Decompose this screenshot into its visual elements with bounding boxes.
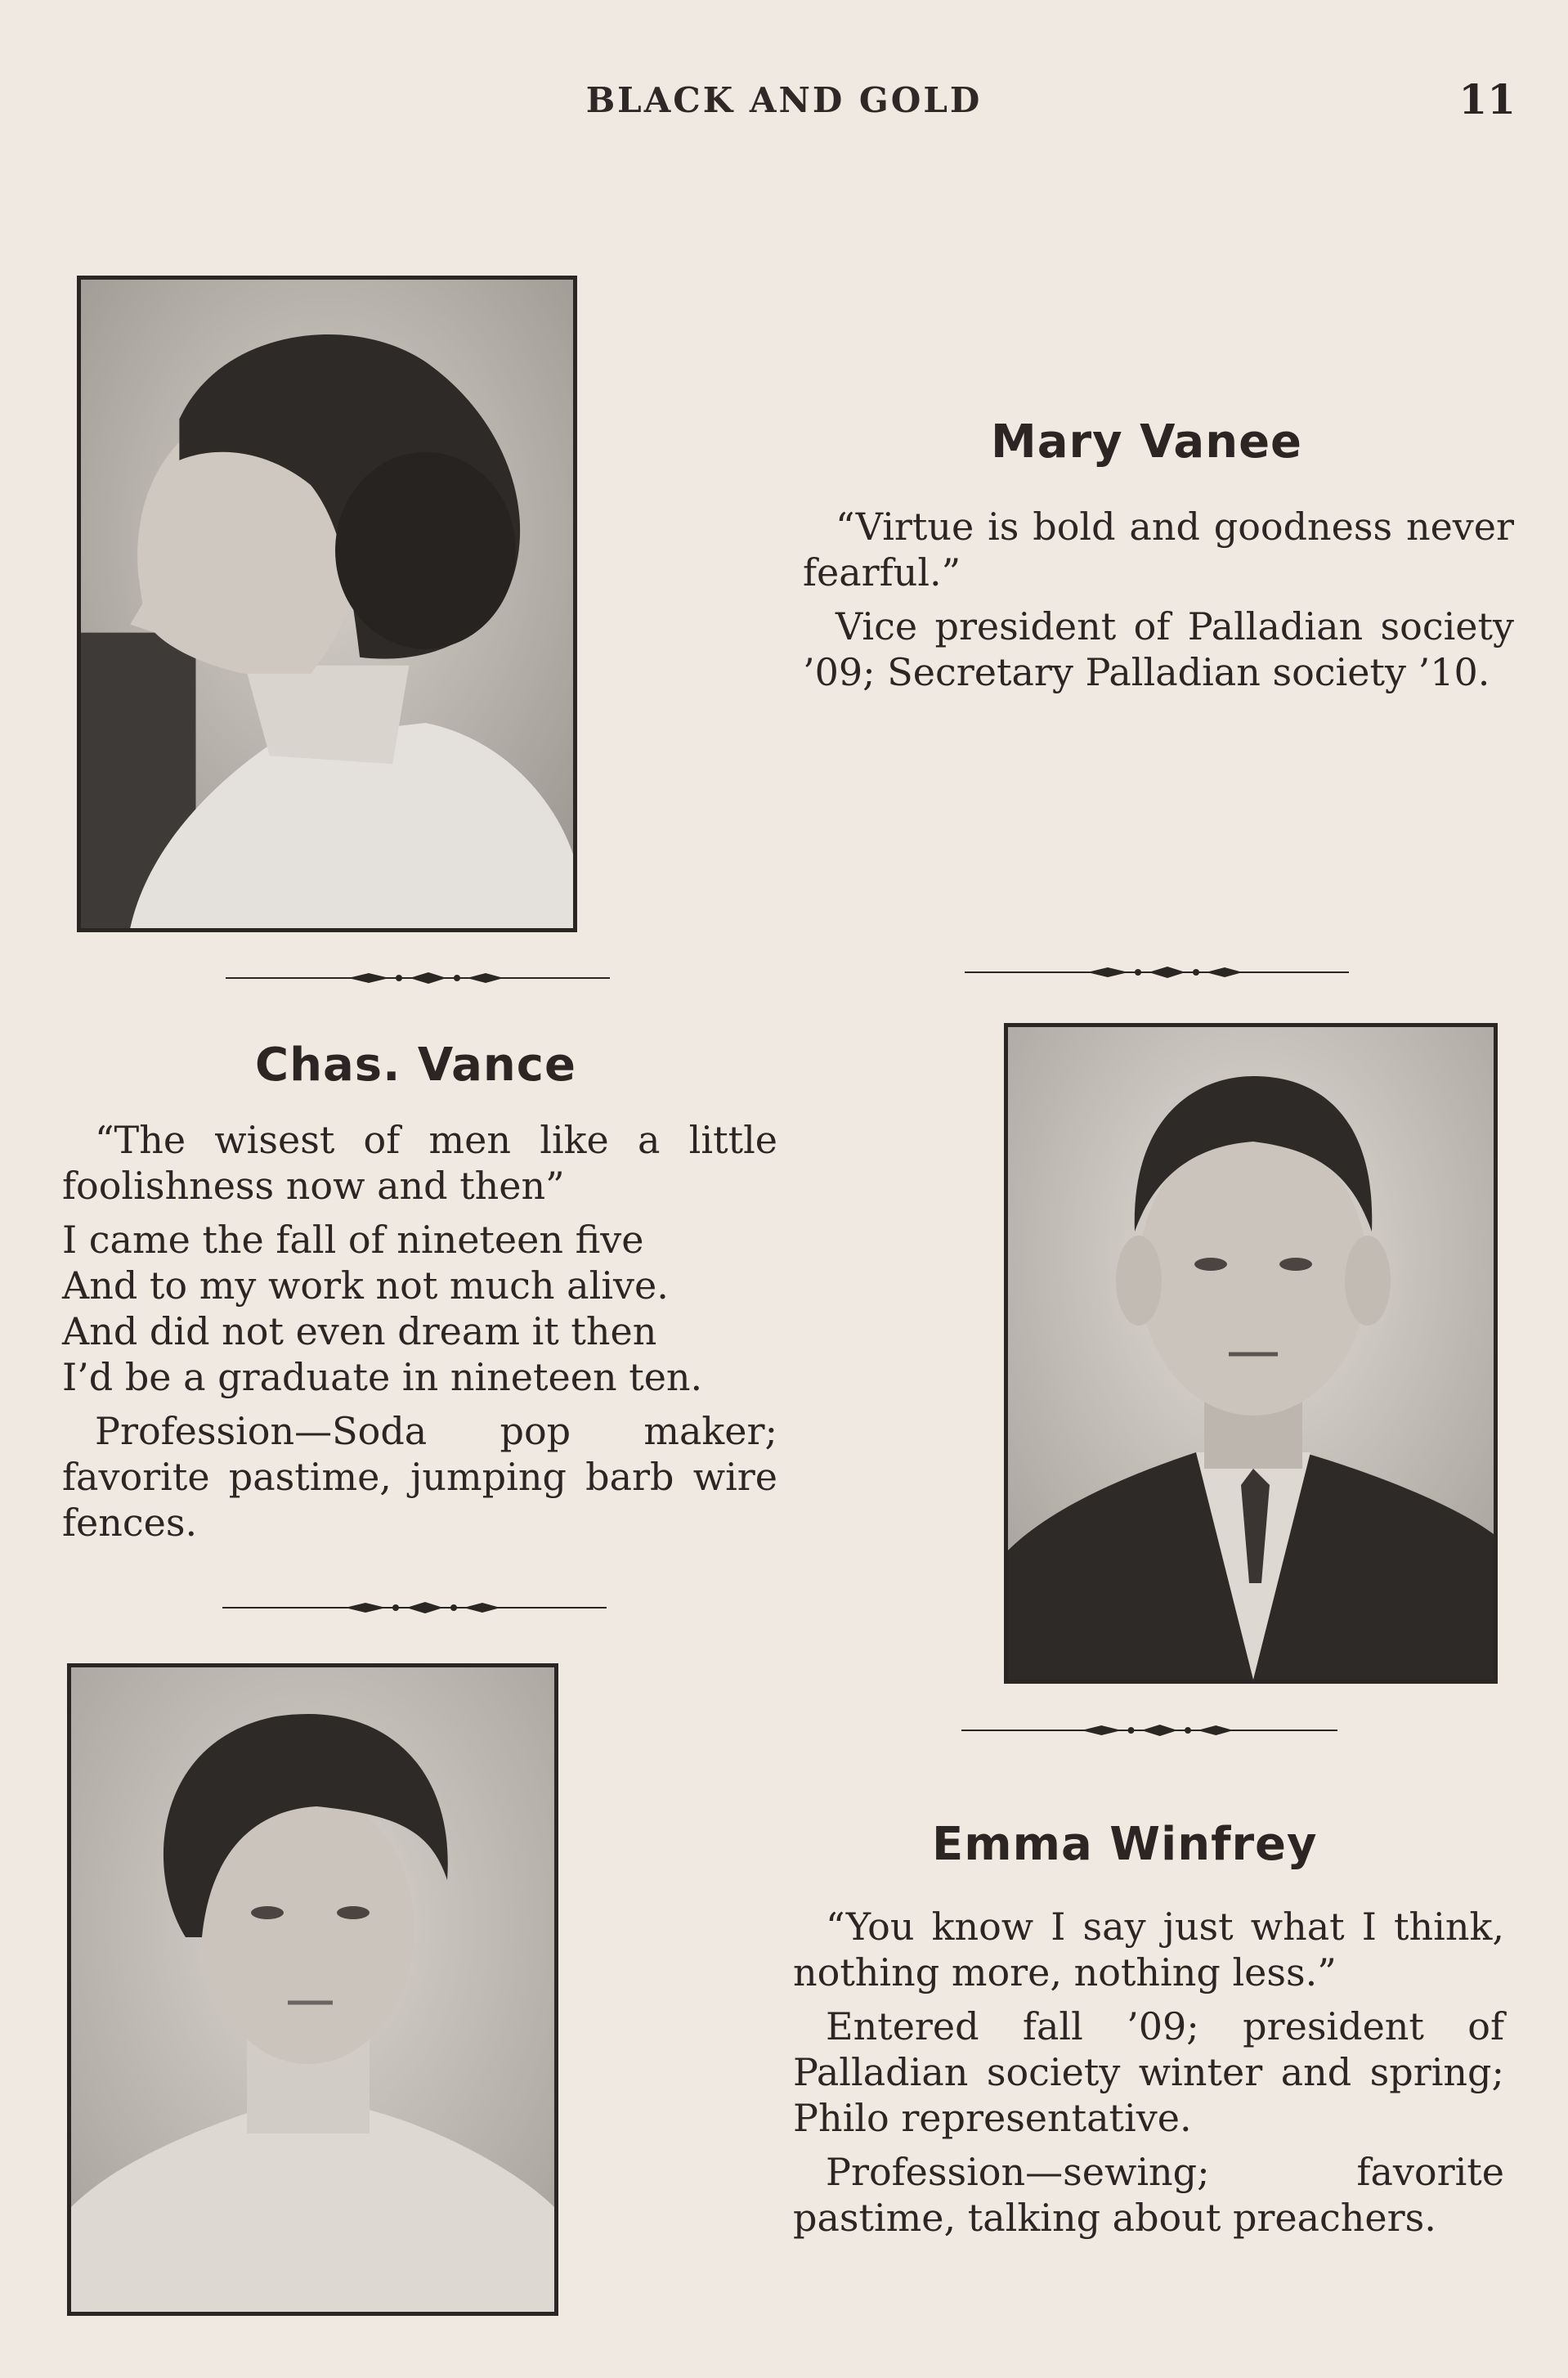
ornamental-divider (226, 970, 610, 986)
entry-text-chas-vance (62, 1117, 777, 1554)
entry-details: Entered fall ’09; president of Palladian society winter and spring; Philo representative. (793, 2004, 1504, 2140)
entry-quote: “You know I say just what I think, nothing more, nothing less.” (793, 1905, 1504, 1994)
poem-line: I’d be a graduate in nineteen ten. (62, 1355, 703, 1399)
portrait-mary-vanee (77, 276, 577, 932)
entry-name: Chas. Vance (255, 1039, 576, 1092)
ornamental-divider (961, 1722, 1337, 1739)
entry-details: Vice president of Palladian society ’09; Secretary Palladian society ’10. (803, 604, 1514, 694)
entry-quote: “The wisest of men like a little foolishness now and then” (62, 1118, 777, 1208)
ornamental-divider (965, 964, 1349, 980)
poem-line: And to my work not much alive. (62, 1263, 669, 1308)
entry-poem (62, 1217, 777, 1400)
portrait-emma-winfrey (67, 1663, 558, 2316)
portrait-chas-vance (1004, 1023, 1498, 1684)
entry-text-mary-vanee (803, 504, 1514, 703)
running-title: BLACK AND GOLD (585, 80, 983, 120)
entry-details: Profession—Soda pop maker; favorite pastime, jumping barb wire fences. (62, 1409, 777, 1545)
ornamental-divider (222, 1600, 607, 1616)
entry-quote: “Virtue is bold and goodness never fearful.” (803, 505, 1514, 594)
entry-name: Mary Vanee (991, 415, 1303, 469)
entry-text-emma-winfrey (793, 1904, 1504, 2249)
page-number: 11 (1458, 75, 1516, 123)
entry-name: Emma Winfrey (932, 1818, 1318, 1871)
poem-line: And did not even dream it then (62, 1309, 657, 1353)
poem-line: I came the fall of nineteen five (62, 1218, 644, 1262)
entry-details-2: Profession—sewing; favorite pastime, talking about preachers. (793, 2150, 1504, 2240)
